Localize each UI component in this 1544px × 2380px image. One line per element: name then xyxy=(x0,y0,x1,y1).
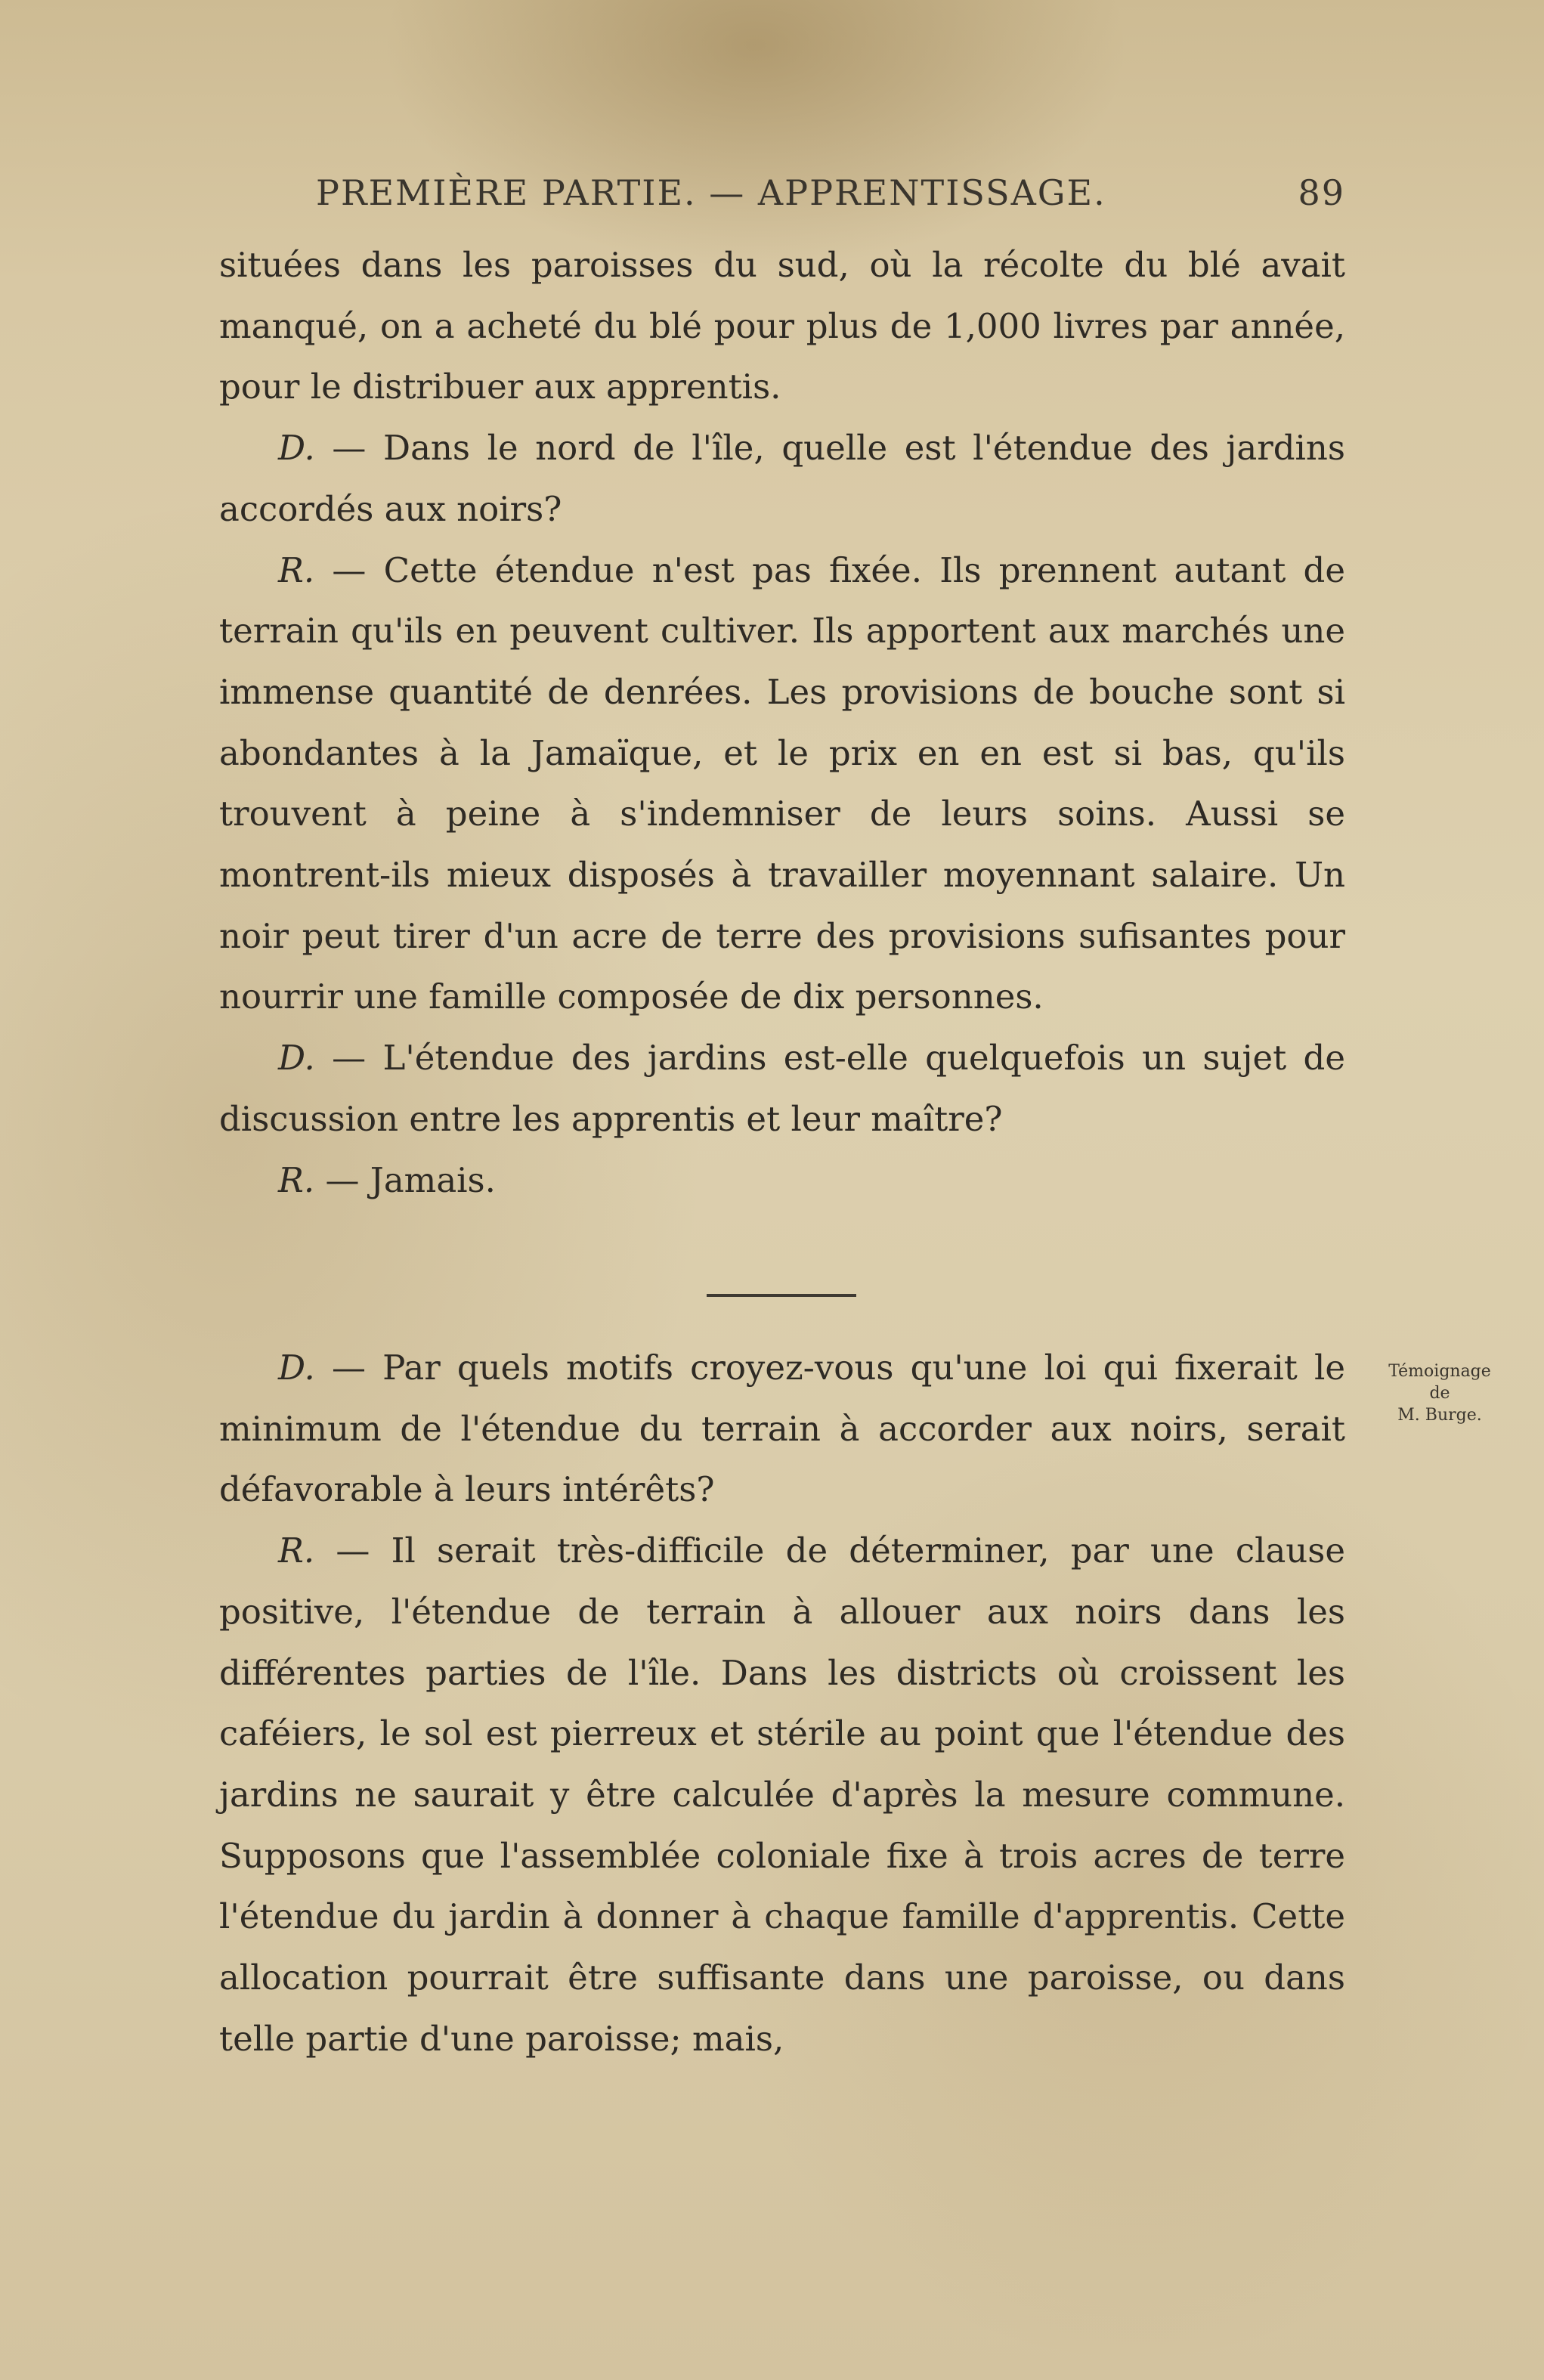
text-block-bottom xyxy=(219,1338,1345,2069)
margin-note-line: de xyxy=(1429,1384,1450,1403)
margin-note-line: M. Burge. xyxy=(1397,1406,1482,1425)
margin-note-line: Témoignage xyxy=(1388,1362,1491,1381)
paragraph-text: — L'étendue des jardins est-elle quelquefois un sujet de discussion entre les apprentis et leur maître? xyxy=(219,1038,1345,1139)
paragraph-text: situées dans les paroisses du sud, où la récolte du blé avait manqué, on a acheté du blé pour plus de 1,000 livres par année, pour le distribuer aux apprentis. xyxy=(219,245,1345,407)
paragraph-text: — Par quels motifs croyez-vous qu'une loi qui fixerait le minimum de l'étendue du terrain à accorder aux noirs, serait défavorable à leurs intérêts? xyxy=(219,1348,1345,1510)
question-paragraph xyxy=(219,1028,1345,1150)
question-mark-label: D. xyxy=(278,1348,315,1388)
paragraph-continuation xyxy=(219,235,1345,418)
paragraph-text: — Jamais. xyxy=(314,1159,496,1200)
section-divider xyxy=(707,1294,856,1297)
answer-paragraph xyxy=(219,1521,1345,2069)
running-head-title: PREMIÈRE PARTIE. — APPRENTISSAGE. xyxy=(316,172,1106,213)
question-paragraph xyxy=(219,418,1345,540)
running-head xyxy=(219,172,1345,218)
question-paragraph xyxy=(219,1338,1345,1521)
answer-paragraph xyxy=(219,1150,1345,1212)
text-block-top xyxy=(219,235,1345,1211)
paragraph-text: — Dans le nord de l'île, quelle est l'étendue des jardins accordés aux noirs? xyxy=(219,428,1345,529)
answer-mark-label: R. xyxy=(278,549,315,590)
answer-mark-label: R. xyxy=(278,1530,315,1571)
question-mark-label: D. xyxy=(278,1038,315,1079)
answer-paragraph xyxy=(219,540,1345,1029)
question-mark-label: D. xyxy=(278,428,315,469)
page-number: 89 xyxy=(1298,172,1345,213)
margin-note xyxy=(1383,1360,1496,1426)
paragraph-text: — Cette étendue n'est pas fixée. Ils prennent autant de terrain qu'ils en peuvent cultiver. Ils apportent aux marchés une immense quantité de denrées. Les provisions de bouche sont si abondantes à la Jamaïque, et le prix en en est si bas, qu'ils trouvent à peine à s'indemniser de leurs soins. Aussi se montrent-ils mieux disposés à travailler moyennant salaire. Un noir peut tirer d'un acre de terre des provisions sufisantes pour nourrir une famille composée de dix personnes. xyxy=(219,549,1345,1017)
answer-mark-label: R. xyxy=(278,1159,315,1200)
paragraph-text: — Il serait très-difficile de déterminer, par une clause positive, l'étendue de terrain à allouer aux noirs dans les différentes parties de l'île. Dans les districts où croissent les caféiers, le sol est pierreux et stérile au point que l'étendue des jardins ne saurait y être calculée d'après la mesure commune. Supposons que l'assemblée coloniale fixe à trois acres de terre l'étendue du jardin à donner à chaque famille d'apprentis. Cette allocation pourrait être suffisante dans une paroisse, ou dans telle partie d'une paroisse; mais, xyxy=(219,1530,1345,2059)
